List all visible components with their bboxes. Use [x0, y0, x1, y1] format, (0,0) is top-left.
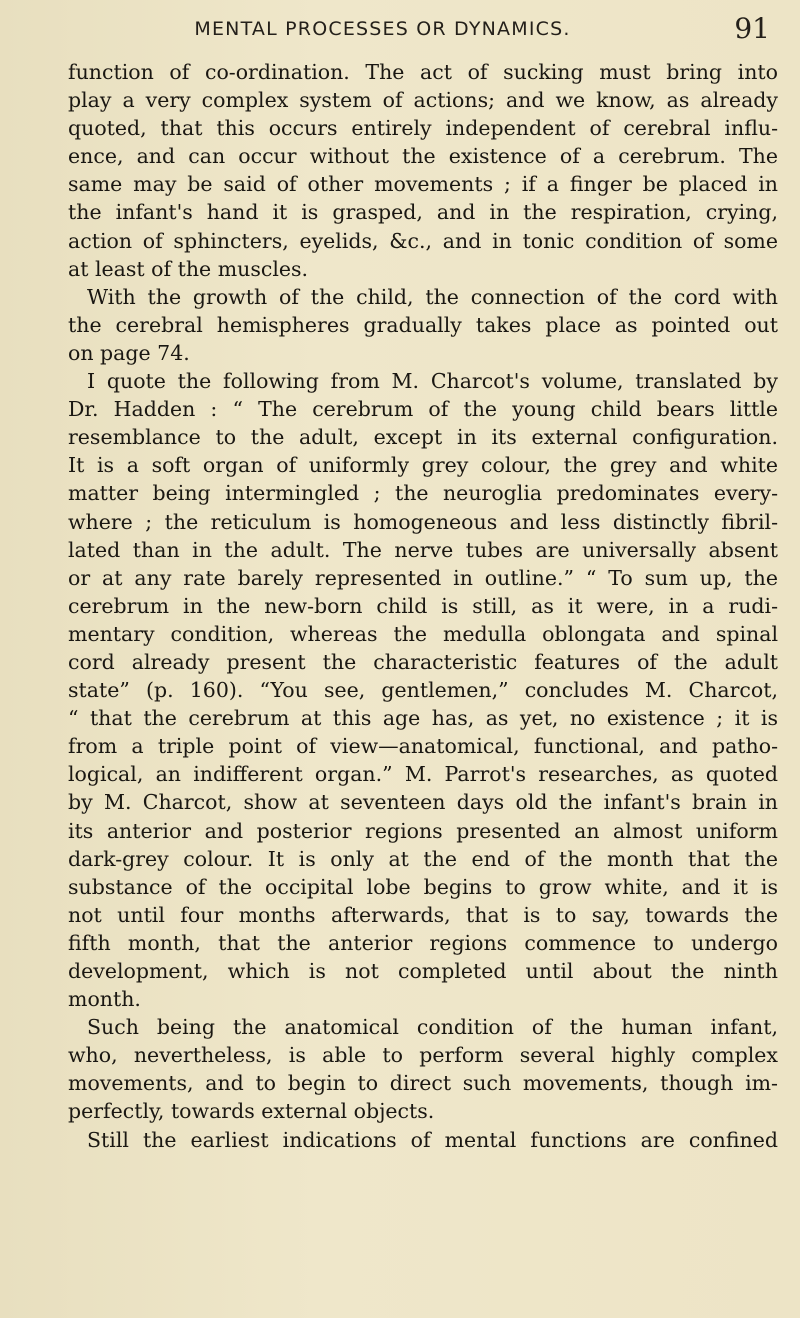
paragraph-start-line: Still the earliest indications of mental functions are confined [87, 1127, 778, 1152]
text-line: month. [68, 987, 141, 1012]
paragraph-start-line: Such being the anatomical condition of the human infant, [87, 1015, 778, 1040]
text-line: or at any rate barely represented in outline.” “ To sum up, the [68, 565, 778, 590]
text-line: on page 74. [68, 340, 190, 365]
text-line: where ; the reticulum is homogeneous and less distinctly fibril- [68, 509, 778, 534]
text-line: play a very complex system of actions; and we know, as already [68, 88, 778, 113]
text-line: fifth month, that the anterior regions commence to undergo [68, 930, 778, 955]
text-line: who, nevertheless, is able to perform several highly complex [68, 1043, 778, 1068]
text-line: action of sphincters, eyelids, &c., and in tonic condition of some [68, 228, 778, 253]
text-line: from a triple point of view—anatomical, functional, and patho- [68, 734, 778, 759]
page-number: 91 [734, 12, 770, 45]
text-line: perfectly, towards external objects. [68, 1099, 435, 1124]
text-line: resemblance to the adult, except in its external configuration. [68, 425, 778, 450]
text-line: movements, and to begin to direct such movements, though im- [68, 1071, 778, 1096]
text-line: cerebrum in the new-born child is still, as it were, in a rudi- [68, 593, 778, 618]
text-line: not until four months afterwards, that is to say, towards the [68, 902, 778, 927]
body-text [68, 58, 778, 1154]
text-line: lated than in the adult. The nerve tubes are universally absent [68, 537, 778, 562]
text-line: mentary condition, whereas the medulla oblongata and spinal [68, 621, 778, 646]
text-line: matter being intermingled ; the neuroglia predominates every- [68, 481, 778, 506]
text-line: substance of the occipital lobe begins to grow white, and it is [68, 874, 778, 899]
text-line: dark-grey colour. It is only at the end of the month that the [68, 846, 778, 871]
text-line: the cerebral hemispheres gradually takes place as pointed out [68, 312, 778, 337]
paragraph-start-line: With the growth of the child, the connection of the cord with [87, 284, 778, 309]
text-line: its anterior and posterior regions presented an almost uniform [68, 818, 778, 843]
text-line: It is a soft organ of uniformly grey colour, the grey and white [68, 453, 778, 478]
running-head [0, 10, 800, 50]
text-line: state” (p. 160). “You see, gentlemen,” concludes M. Charcot, [68, 678, 778, 703]
text-line: ence, and can occur without the existence of a cerebrum. The [68, 144, 778, 169]
paragraph-start-line: I quote the following from M. Charcot's volume, translated by [87, 369, 778, 394]
text-line: by M. Charcot, show at seventeen days old the infant's brain in [68, 790, 778, 815]
text-line: “ that the cerebrum at this age has, as yet, no existence ; it is [68, 706, 778, 731]
running-title: MENTAL PROCESSES OR DYNAMICS. [194, 18, 571, 40]
text-line: Dr. Hadden : “ The cerebrum of the young child bears little [68, 397, 778, 422]
text-line: at least of the muscles. [68, 256, 309, 281]
text-line: development, which is not completed until about the ninth [68, 959, 778, 983]
text-line: function of co-ordination. The act of sucking must bring into [68, 60, 778, 84]
text-line: logical, an indifferent organ.” M. Parrot's researches, as quoted [68, 762, 778, 787]
text-line: same may be said of other movements ; if a finger be placed in [68, 172, 778, 197]
text-line: the infant's hand it is grasped, and in the respiration, crying, [68, 200, 778, 225]
text-line: cord already present the characteristic features of the adult [68, 649, 778, 674]
text-line: quoted, that this occurs entirely independent of cerebral influ- [68, 116, 778, 141]
